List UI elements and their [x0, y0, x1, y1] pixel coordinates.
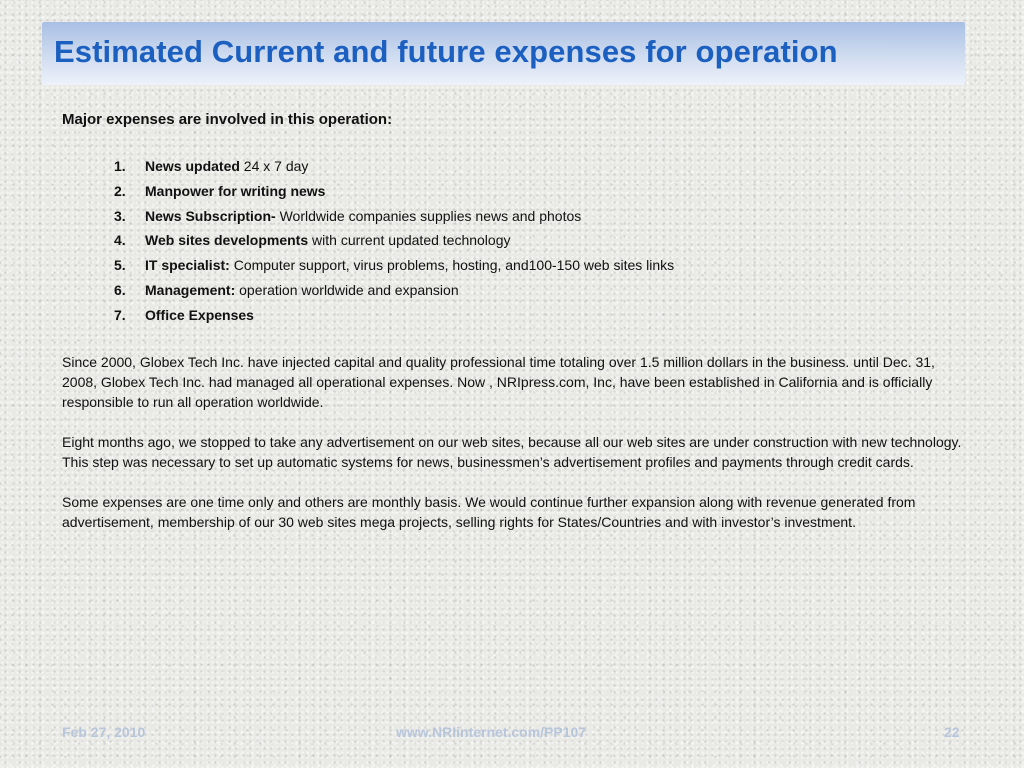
item-number: 1.	[114, 158, 126, 174]
item-number: 6.	[114, 281, 126, 298]
slide-title: Estimated Current and future expenses for operation	[54, 34, 838, 69]
intro-heading: Major expenses are involved in this operation:	[62, 111, 393, 128]
list-item	[62, 179, 962, 204]
item-label: Management:	[145, 281, 236, 298]
page-number: 22	[944, 724, 960, 740]
item-number: 2.	[114, 182, 126, 199]
list-item	[62, 253, 962, 278]
item-text: Worldwide companies supplies news and photos	[275, 207, 582, 224]
footer-url: www.NRIinternet.com/PP107	[396, 724, 587, 740]
list-item	[62, 204, 962, 229]
item-number: 3.	[114, 207, 126, 224]
item-label: News updated	[145, 158, 240, 174]
paragraph-history: Since 2000, Globex Tech Inc. have injected capital and quality professional time totaling over 1.5 million dollars in the business. until Dec. 31, 2008, Globex Tech Inc. had managed all operational expenses. Now , NRIpress.com, Inc, have been established in California and is officially responsible to run all operation worldwide.	[62, 353, 935, 410]
list-item	[62, 278, 962, 303]
list-item	[62, 154, 962, 179]
item-text: Computer support, virus problems, hosting, and100-150 web sites links	[229, 257, 675, 274]
paragraph-expansion: Some expenses are one time only and others are monthly basis. We would continue further expansion along with revenue generated from advertisement, membership of our 30 web sites mega projects, selling rights for States/Countries and with investor’s investment.	[62, 493, 916, 530]
item-label: News Subscription-	[145, 207, 276, 224]
item-text: operation worldwide and expansion	[235, 281, 459, 298]
item-number: 4.	[114, 232, 126, 249]
footer-date: Feb 27, 2010	[62, 724, 146, 740]
list-item	[62, 228, 962, 253]
item-number: 5.	[114, 257, 126, 274]
item-text: 24 x 7 day	[239, 158, 309, 174]
item-label: Office Expenses	[145, 306, 254, 323]
list-item	[62, 303, 962, 328]
expense-list	[62, 154, 962, 328]
item-label: Manpower for writing news	[145, 182, 326, 199]
item-label: IT specialist:	[145, 257, 230, 274]
slide-content	[62, 110, 962, 552]
paragraph-advertisement: Eight months ago, we stopped to take any advertisement on our web sites, because all our web sites are under construction with new technology. This step was necessary to set up automatic systems for news, businessmen’s advertisement profiles and payments through credit cards.	[62, 433, 962, 470]
item-number: 7.	[114, 306, 126, 323]
item-label: Web sites developments	[145, 232, 309, 249]
item-text: with current updated technology	[308, 232, 511, 249]
